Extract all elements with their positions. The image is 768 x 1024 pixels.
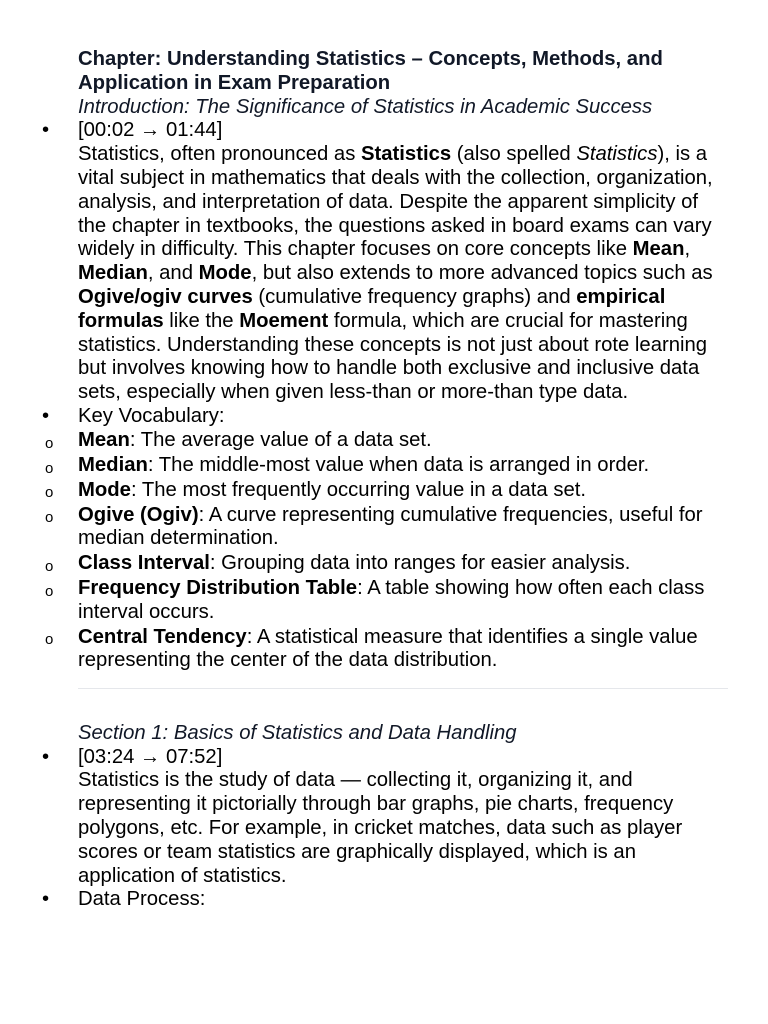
intro-text: (cumulative frequency graphs) and xyxy=(252,285,577,308)
intro-term-empirical: empirical formulas xyxy=(78,285,666,332)
chapter-title: Chapter: Understanding Statistics – Concepts, Methods, and Application in Exam Preparation xyxy=(78,48,663,94)
intro-text: ), is a vital subject in mathematics that deals with the collection, organization, analysis, and interpretation of data. Despite the apparent simplicity of the chapter in textbooks, the questions asked in board exams can vary widely in difficulty. This chapter focuses on core concepts like xyxy=(78,143,713,261)
vocab-term: Ogive (Ogiv) xyxy=(78,503,199,526)
section-1-paragraph: Statistics is the study of data — collecting it, organizing it, and representing it pictorially through bar graphs, pie charts, frequency polygons, etc. For example, in cricket matches, data such as player scores or team statistics are graphically displayed, which is an application of statistics. xyxy=(78,769,683,887)
vocab-item xyxy=(78,577,728,626)
intro-term-mode: Mode xyxy=(198,262,252,285)
vocab-definition: : A table showing how often each class interval occurs. xyxy=(78,577,705,623)
vocab-bullet xyxy=(78,405,728,674)
vocab-definition: : The middle-most value when data is arranged in order. xyxy=(147,454,650,477)
intro-text: Statistics, often pronounced as xyxy=(78,143,361,166)
section-1-bullet-list xyxy=(78,746,728,913)
intro-timestamp: • [00:02 → 01:44] xyxy=(78,119,223,142)
section-divider xyxy=(78,688,728,689)
vocab-definition: : Grouping data into ranges for easier analysis. xyxy=(209,552,631,575)
vocab-label: • Key Vocabulary: xyxy=(78,404,225,427)
vocab-term: Class Interval xyxy=(78,552,210,575)
vocab-term: Central Tendency xyxy=(78,625,247,648)
section-1-bullet xyxy=(78,746,728,889)
intro-text: like the xyxy=(163,309,240,332)
intro-paragraph xyxy=(78,143,728,405)
vocab-item xyxy=(78,625,728,674)
vocab-item xyxy=(78,454,728,479)
intro-term-median: Median xyxy=(78,262,148,285)
vocab-definition: : A curve representing cumulative frequencies, useful for median determination. xyxy=(78,503,703,550)
vocab-item xyxy=(78,503,728,552)
vocab-term: Mode xyxy=(78,478,131,501)
vocab-list xyxy=(78,429,728,674)
intro-text: , but also extends to more advanced topics such as xyxy=(251,262,713,285)
intro-term-statistics-italic: Statistics xyxy=(576,143,658,166)
vocab-definition: : The most frequently occurring value in a data set. xyxy=(130,478,587,501)
intro-term-moement: Moement xyxy=(239,309,329,332)
intro-bullet xyxy=(78,119,728,405)
intro-bullet-list xyxy=(78,119,728,673)
vocab-term: Median xyxy=(78,454,148,477)
section-1-timestamp: • [03:24 → 07:52] xyxy=(78,745,223,768)
intro-text: formula, which are crucial for mastering statistics. Understanding these concepts is not just about rote learning but involves knowing how to handle both exclusive and inclusive data sets, especially when given less-than or more-than type data. xyxy=(78,309,708,404)
intro-term-mean: Mean xyxy=(632,238,685,261)
vocab-term: Frequency Distribution Table xyxy=(78,577,358,600)
intro-heading: Introduction: The Significance of Statistics in Academic Success xyxy=(78,95,653,118)
vocab-item xyxy=(78,552,728,577)
intro-text: (also spelled xyxy=(451,143,577,166)
intro-term-ogive: Ogive/ogiv curves xyxy=(78,285,253,308)
data-process-bullet xyxy=(78,888,728,912)
vocab-item xyxy=(78,429,728,454)
vocab-term: Mean xyxy=(78,429,130,452)
intro-term-statistics: Statistics xyxy=(360,143,452,166)
vocab-item xyxy=(78,478,728,503)
vocab-definition: : The average value of a data set. xyxy=(129,429,432,452)
intro-text: , and xyxy=(147,262,199,285)
data-process-label: • Data Process: xyxy=(78,888,206,911)
vocab-definition: : A statistical measure that identifies a single value representing the center of the data distribution. xyxy=(78,625,698,672)
section-1-heading: Section 1: Basics of Statistics and Data Handling xyxy=(78,721,517,744)
intro-text: , xyxy=(684,238,691,261)
